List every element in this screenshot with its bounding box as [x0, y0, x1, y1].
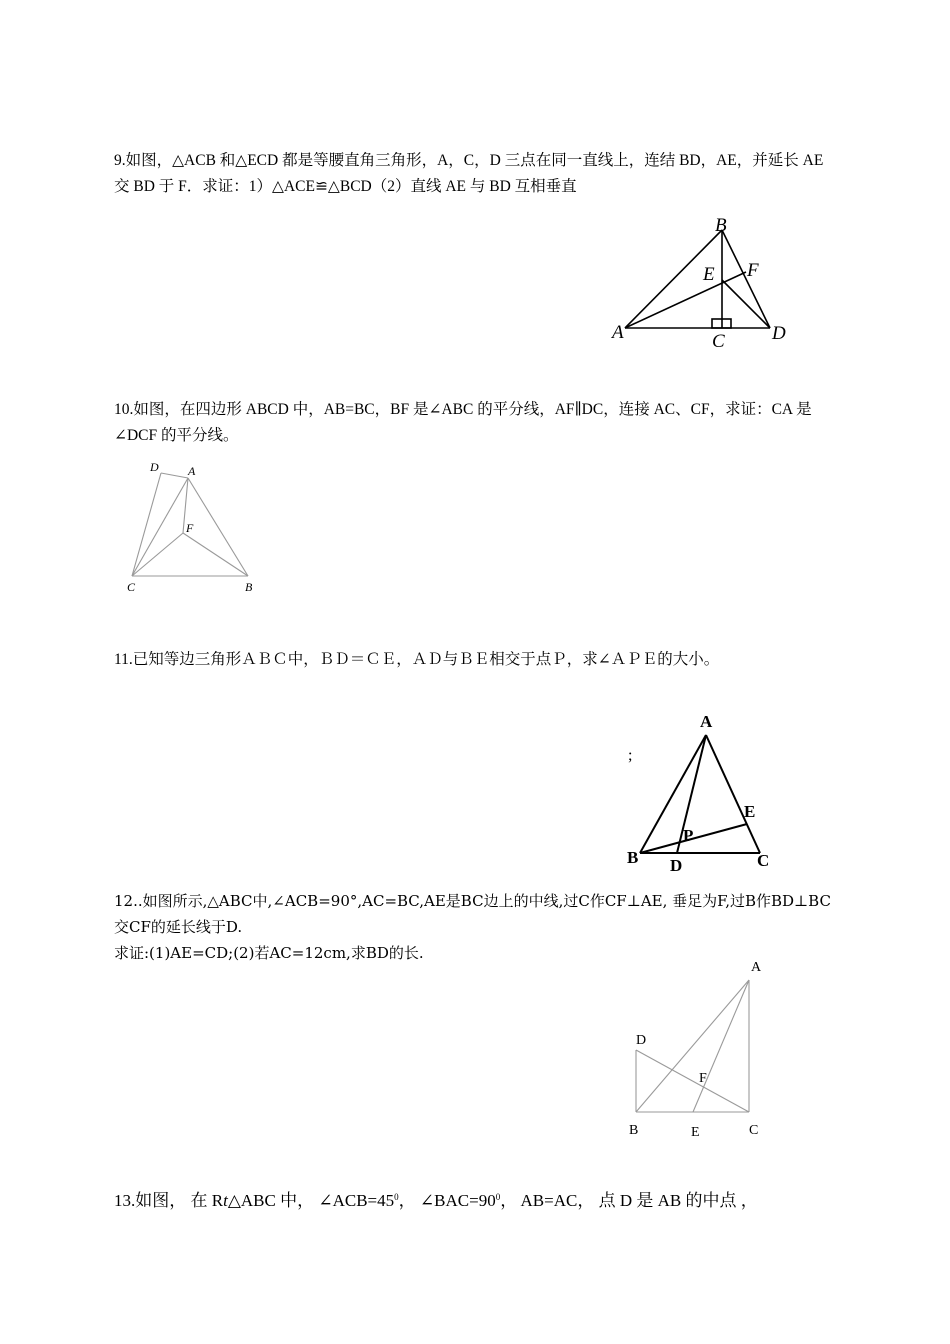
q11-stray-mark: ;	[628, 747, 633, 764]
q9-label-B: B	[715, 215, 727, 236]
q10-line-FB	[183, 533, 248, 576]
q11-line-BE	[640, 824, 747, 853]
q11-label-A: A	[700, 712, 713, 731]
question-12-text: 12..如图所示,△ABC中,∠ACB=90°,AC=BC,AE是BC边上的中线,过C作CF⊥AE, 垂足为F,过B作BD⊥BC交CF的延长线于D.	[114, 892, 831, 936]
q9-label-C: C	[712, 331, 725, 350]
q11-label-D: D	[670, 856, 683, 875]
q9-label-E: E	[703, 264, 715, 285]
question-10-figure	[115, 455, 275, 600]
q12-label-D: D	[636, 1033, 647, 1048]
question-13-text	[114, 1188, 840, 1214]
q13-mid1: △ABC 中， ∠ACB=45	[227, 1191, 395, 1210]
q9-label-F: F	[747, 260, 759, 281]
question-12-prove: 求证:(1)AE=CD;(2)若AC=12cm,求BD的长.	[114, 944, 424, 962]
q11-label-C: C	[757, 851, 770, 870]
q12-label-E: E	[691, 1125, 700, 1140]
q13-mid2: ， ∠BAC=90	[398, 1191, 496, 1210]
q11-label-P: P	[683, 826, 694, 845]
q10-line-AB	[188, 478, 248, 576]
q13-prefix: 13.如图， 在 R	[114, 1191, 224, 1210]
q10-label-D: D	[150, 460, 159, 474]
q9-label-A: A	[612, 322, 624, 343]
q12-label-B: B	[629, 1123, 639, 1138]
q12-label-C: C	[749, 1123, 759, 1138]
q12-label-F: F	[699, 1071, 707, 1086]
q9-label-D: D	[772, 323, 786, 344]
question-11-text: 11.已知等边三角形ＡＢＣ中，ＢＤ＝ＣＥ，ＡＤ与ＢＥ相交于点Ｐ，求∠ＡＰＥ的大小。	[114, 651, 720, 668]
q13-italic-t: t	[223, 1191, 228, 1210]
question-9-figure	[600, 210, 800, 350]
q13-suffix: ， AB=AC， 点 D 是 AB 的中点 ，	[500, 1191, 758, 1210]
q12-line-AE	[693, 980, 749, 1112]
q10-line-DA	[161, 473, 188, 478]
q10-label-A: A	[188, 464, 196, 478]
q9-line-ED	[722, 280, 770, 328]
q10-line-CA	[132, 478, 188, 576]
q10-label-F: F	[186, 521, 194, 535]
question-11-figure	[620, 705, 780, 875]
q10-label-B: B	[245, 580, 253, 594]
question-12-figure	[620, 955, 780, 1145]
q11-line-AC	[706, 735, 760, 853]
q11-label-B: B	[627, 848, 639, 867]
q10-line-CF	[132, 533, 183, 576]
q11-line-AB	[640, 735, 706, 853]
q12-label-A: A	[751, 960, 762, 975]
q10-line-CD	[132, 473, 161, 576]
q11-label-E: E	[744, 802, 756, 821]
q10-label-C: C	[127, 580, 136, 594]
q13-degree-1: 0	[394, 1192, 399, 1202]
question-10-text: 10.如图，在四边形 ABCD 中，AB=BC，BF 是∠ABC 的平分线，AF∥DC，连接 AC、CF，求证：CA 是∠DCF 的平分线。	[114, 401, 812, 444]
q12-line-BA	[636, 980, 749, 1112]
q13-degree-2: 0	[495, 1192, 501, 1202]
q12-line-DC	[636, 1050, 749, 1112]
question-9-text: 9.如图，△ACB 和△ECD 都是等腰直角三角形，A，C，D 三点在同一直线上，连结 BD，AE，并延长 AE 交 BD 于 F．求证：1）△ACE≌△BCD（2）直线 AE 与 BD 互相垂直	[114, 152, 824, 195]
